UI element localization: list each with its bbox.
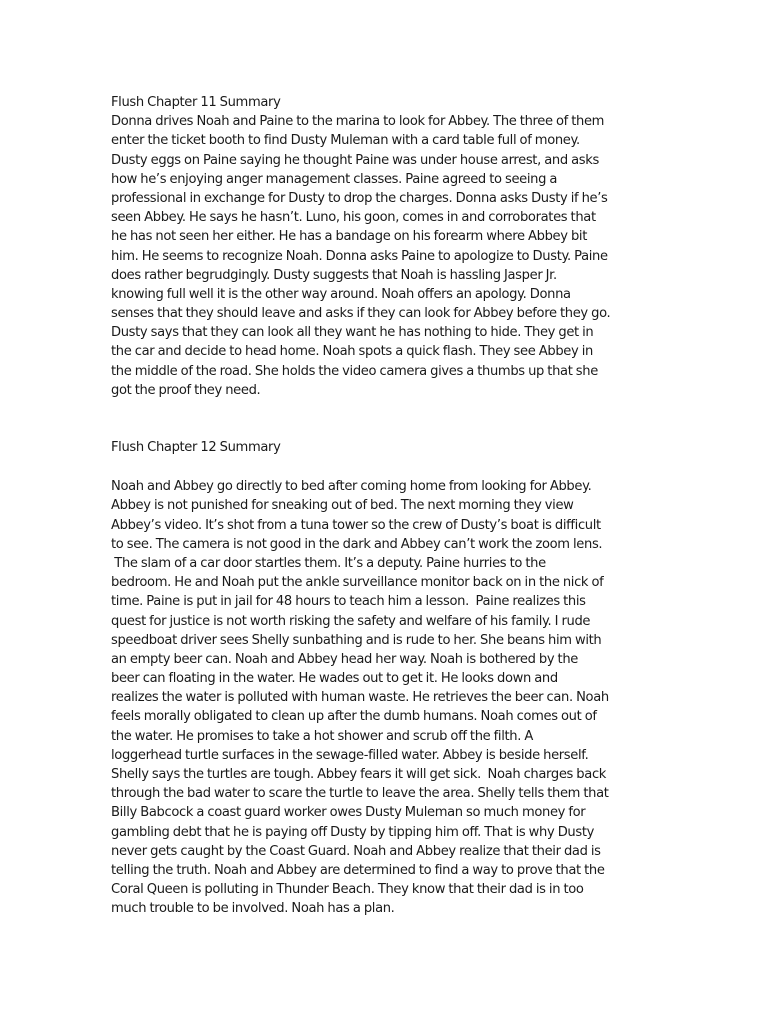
chapter-11-section xyxy=(111,93,661,400)
chapter-11-line: got the proof they need. xyxy=(111,382,261,398)
chapter-12-line: gambling debt that he is paying off Dusty by tipping him off. That is why Dusty xyxy=(111,824,595,840)
chapter-11-line: him. He seems to recognize Noah. Donna asks Paine to apologize to Dusty. Paine xyxy=(111,248,608,264)
chapter-12-line: much trouble to be involved. Noah has a plan. xyxy=(111,901,395,917)
chapter-12-line: time. Paine is put in jail for 48 hours to teach him a lesson. Paine realizes this xyxy=(111,594,586,610)
chapter-12-line: telling the truth. Noah and Abbey are determined to find a way to prove that the xyxy=(111,862,605,878)
chapter-11-line: the car and decide to head home. Noah spots a quick flash. They see Abbey in xyxy=(111,344,593,360)
title-spacer xyxy=(111,457,661,477)
document-page xyxy=(111,93,661,919)
chapter-11-line: does rather begrudgingly. Dusty suggests that Noah is hassling Jasper Jr. xyxy=(111,267,557,283)
chapter-12-line: feels morally obligated to clean up after the dumb humans. Noah comes out of xyxy=(111,709,597,725)
chapter-12-line: speedboat driver sees Shelly sunbathing and is rude to her. She beans him with xyxy=(111,632,602,648)
chapter-12-title: Flush Chapter 12 Summary xyxy=(111,440,281,455)
chapter-11-line: knowing full well it is the other way around. Noah offers an apology. Donna xyxy=(111,286,571,302)
chapter-12-line: through the bad water to scare the turtle to leave the area. Shelly tells them that xyxy=(111,786,609,802)
chapter-12-line: Shelly says the turtles are tough. Abbey fears it will get sick. Noah charges back xyxy=(111,767,607,782)
chapter-11-line: the middle of the road. She holds the video camera gives a thumbs up that she xyxy=(111,363,598,379)
chapter-12-line: The slam of a car door startles them. It’s a deputy. Paine hurries to the xyxy=(111,555,546,571)
chapter-12-line: bedroom. He and Noah put the ankle surveillance monitor back on in the nick of xyxy=(111,575,604,591)
chapter-12-line: beer can floating in the water. He wades out to get it. He looks down and xyxy=(111,671,558,687)
chapter-11-line: professional in exchange for Dusty to drop the charges. Donna asks Dusty if he’s xyxy=(111,190,608,206)
chapter-12-section xyxy=(111,438,661,919)
chapter-12-line: Abbey’s video. It’s shot from a tuna tower so the crew of Dusty’s boat is difficult xyxy=(111,517,601,533)
chapter-12-line: never gets caught by the Coast Guard. Noah and Abbey realize that their dad is xyxy=(111,843,601,859)
section-spacer xyxy=(111,400,661,438)
chapter-12-line: an empty beer can. Noah and Abbey head her way. Noah is bothered by the xyxy=(111,651,578,667)
chapter-11-line: Dusty eggs on Paine saying he thought Paine was under house arrest, and asks xyxy=(111,152,599,168)
chapter-12-line: Abbey is not punished for sneaking out of bed. The next morning they view xyxy=(111,498,574,514)
chapter-12-line: Noah and Abbey go directly to bed after coming home from looking for Abbey. xyxy=(111,479,592,495)
chapter-12-line: Coral Queen is polluting in Thunder Beach. They know that their dad is in too xyxy=(111,882,584,898)
chapter-11-line: seen Abbey. He says he hasn’t. Luno, his goon, comes in and corroborates that xyxy=(111,210,596,226)
chapter-12-line: the water. He promises to take a hot shower and scrub off the filth. A xyxy=(111,728,533,744)
chapter-11-line: how he’s enjoying anger management classes. Paine agreed to seeing a xyxy=(111,171,558,187)
chapter-11-line: Donna drives Noah and Paine to the marina to look for Abbey. The three of them xyxy=(111,114,605,130)
chapter-11-line: he has not seen her either. He has a bandage on his forearm where Abbey bit xyxy=(111,229,587,245)
chapter-11-line: enter the ticket booth to find Dusty Muleman with a card table full of money. xyxy=(111,133,580,149)
chapter-12-line: to see. The camera is not good in the dark and Abbey can’t work the zoom lens. xyxy=(111,536,603,552)
chapter-12-line: Billy Babcock a coast guard worker owes Dusty Muleman so much money for xyxy=(111,805,586,821)
chapter-12-line: realizes the water is polluted with human waste. He retrieves the beer can. Noah xyxy=(111,690,609,706)
chapter-11-line: Dusty says that they can look all they want he has nothing to hide. They get in xyxy=(111,325,594,341)
chapter-12-line: loggerhead turtle surfaces in the sewage-filled water. Abbey is beside herself. xyxy=(111,747,589,763)
chapter-11-line: senses that they should leave and asks if they can look for Abbey before they go. xyxy=(111,306,611,322)
chapter-11-title: Flush Chapter 11 Summary xyxy=(111,95,281,110)
chapter-12-line: quest for justice is not worth risking the safety and welfare of his family. I rude xyxy=(111,613,591,629)
